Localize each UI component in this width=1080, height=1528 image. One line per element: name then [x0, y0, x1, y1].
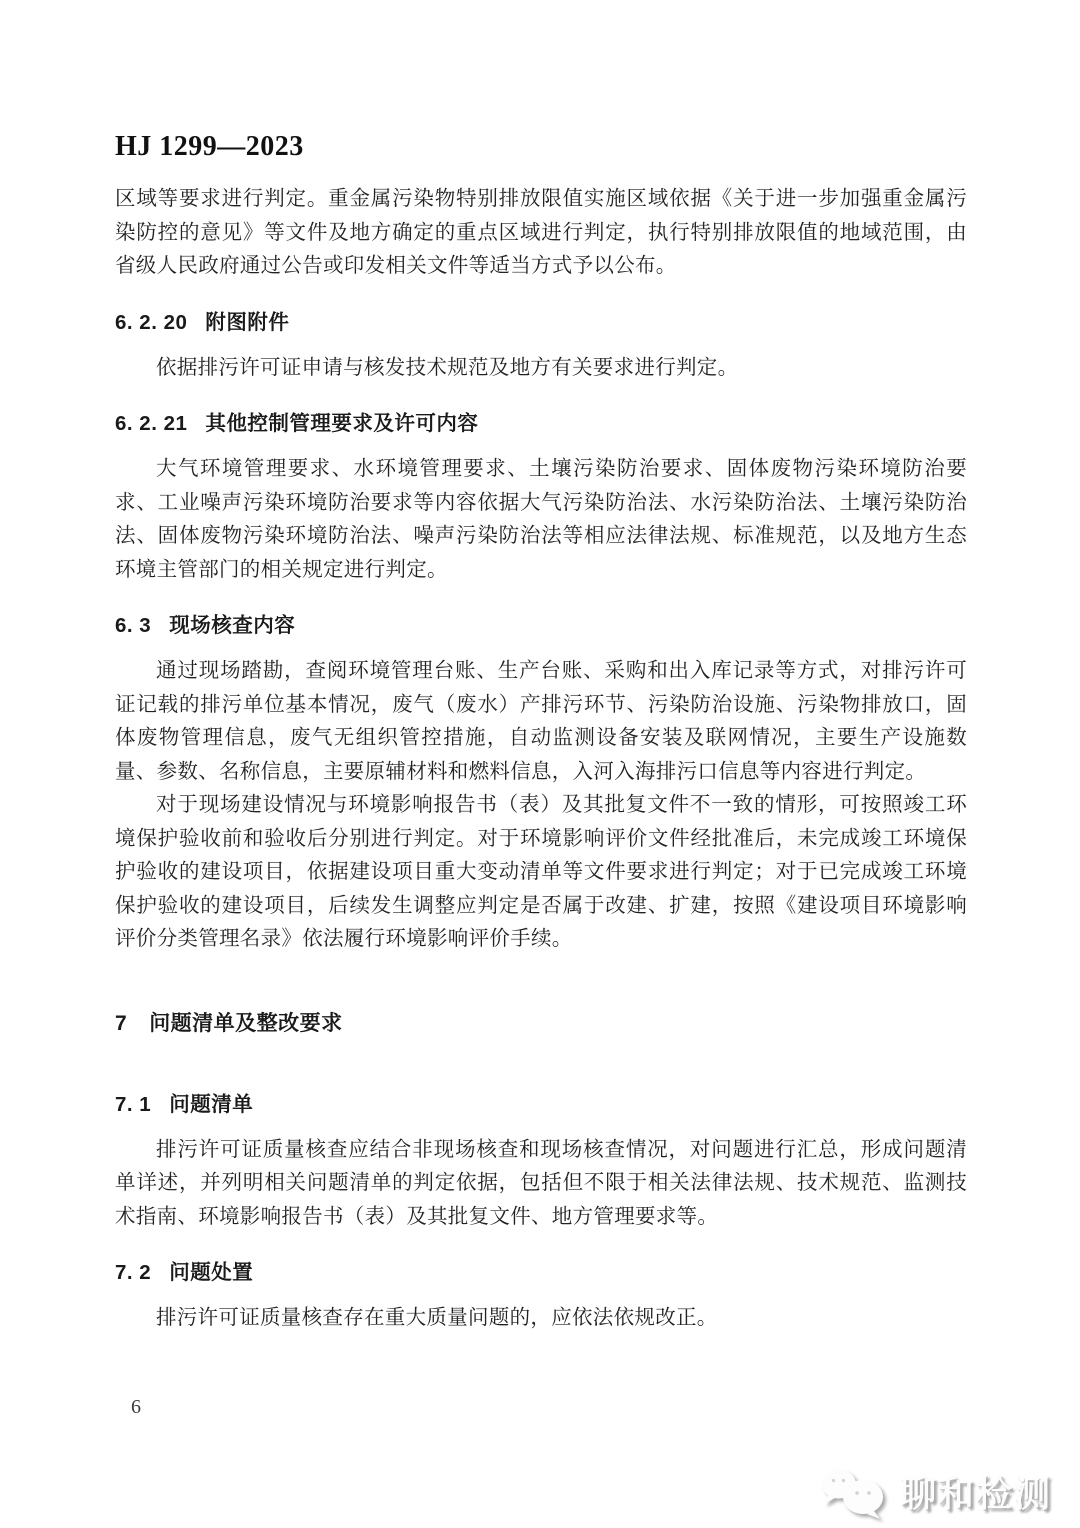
paragraph: 大气环境管理要求、水环境管理要求、土壤污染防治要求、固体废物污染环境防治要求、工业噪声污染环境防治要求等内容依据大气污染防治法、水污染防治法、土壤污染防治法、固体废物污染环境防治法、噪声污染防治法等相应法律法规、标准规范，以及地方生态环境主管部门的相关规定进行判定。 — [115, 458, 967, 581]
section-title: 问题处置 — [169, 1261, 254, 1284]
paragraph: 通过现场踏勘，查阅环境管理台账、生产台账、采购和出入库记录等方式，对排污许可证记载的排污单位基本情况，废气（废水）产排污环节、污染防治设施、污染物排放口，固体废物管理信息，废气无组织管控措施，自动监测设备安装及联网情况，主要生产设施数量、参数、名称信息，主要原辅材料和燃料信息，入河入海排污口信息等内容进行判定。 — [115, 660, 967, 783]
section-heading-7-2 — [115, 1255, 967, 1285]
chapter-heading-7 — [115, 1007, 967, 1037]
watermark-text: 聊和检测 — [899, 1472, 1052, 1514]
section-number: 6. 3 — [115, 614, 152, 637]
paragraph: 对于现场建设情况与环境影响报告书（表）及其批复文件不一致的情形，可按照竣工环境保护验收前和验收后分别进行判定。对于环境影响评价文件经批准后，未完成竣工环境保护验收的建设项目，依据建设项目重大变动清单等文件要求进行判定；对于已完成竣工环境保护验收的建设项目，后续发生调整应判定是否属于改建、扩建，按照《建设项目环境影响评价分类管理名录》依法履行环境影响评价手续。 — [115, 794, 967, 950]
section-number: 7. 1 — [115, 1092, 152, 1116]
section-title: 问题清单 — [169, 1092, 254, 1116]
watermark — [818, 1460, 1052, 1522]
paragraph: 排污许可证质量核查存在重大质量问题的，应依法依规改正。 — [156, 1307, 718, 1329]
section-title: 现场核查内容 — [169, 614, 296, 637]
paragraph: 排污许可证质量核查应结合非现场核查和现场核查情况，对问题进行汇总，形成问题清单详述，并列明相关问题清单的判定依据，包括但不限于相关法律法规、技术规范、监测技术指南、环境影响报告书（表）及其批复文件、地方管理要求等。 — [115, 1138, 967, 1228]
doc-number: HJ 1299—2023 — [115, 131, 304, 162]
paragraph-continuation: 区域等要求进行判定。重金属污染物特别排放限值实施区域依据《关于进一步加强重金属污染防控的意见》等文件及地方确定的重点区域进行判定，执行特别排放限值的地域范围，由省级人民政府通过公告或印发相关文件等适当方式予以公布。 — [115, 188, 967, 277]
section-heading-6-2-20 — [115, 305, 967, 335]
chapter-number: 7 — [115, 1011, 128, 1035]
section-number: 6. 2. 21 — [115, 412, 188, 435]
section-number: 6. 2. 20 — [115, 310, 188, 334]
section-heading-6-3 — [115, 608, 967, 638]
section-number: 7. 2 — [115, 1261, 152, 1284]
wechat-icon — [818, 1460, 890, 1522]
chapter-title: 问题清单及整改要求 — [149, 1011, 343, 1035]
section-heading-7-1 — [115, 1087, 967, 1117]
page-number: 6 — [131, 1396, 141, 1418]
page-content — [115, 131, 967, 1336]
paragraph: 依据排污许可证申请与核发技术规范及地方有关要求进行判定。 — [156, 356, 739, 379]
section-title: 附图附件 — [205, 310, 290, 334]
section-heading-6-2-21 — [115, 406, 967, 436]
section-title: 其他控制管理要求及许可内容 — [205, 412, 479, 435]
